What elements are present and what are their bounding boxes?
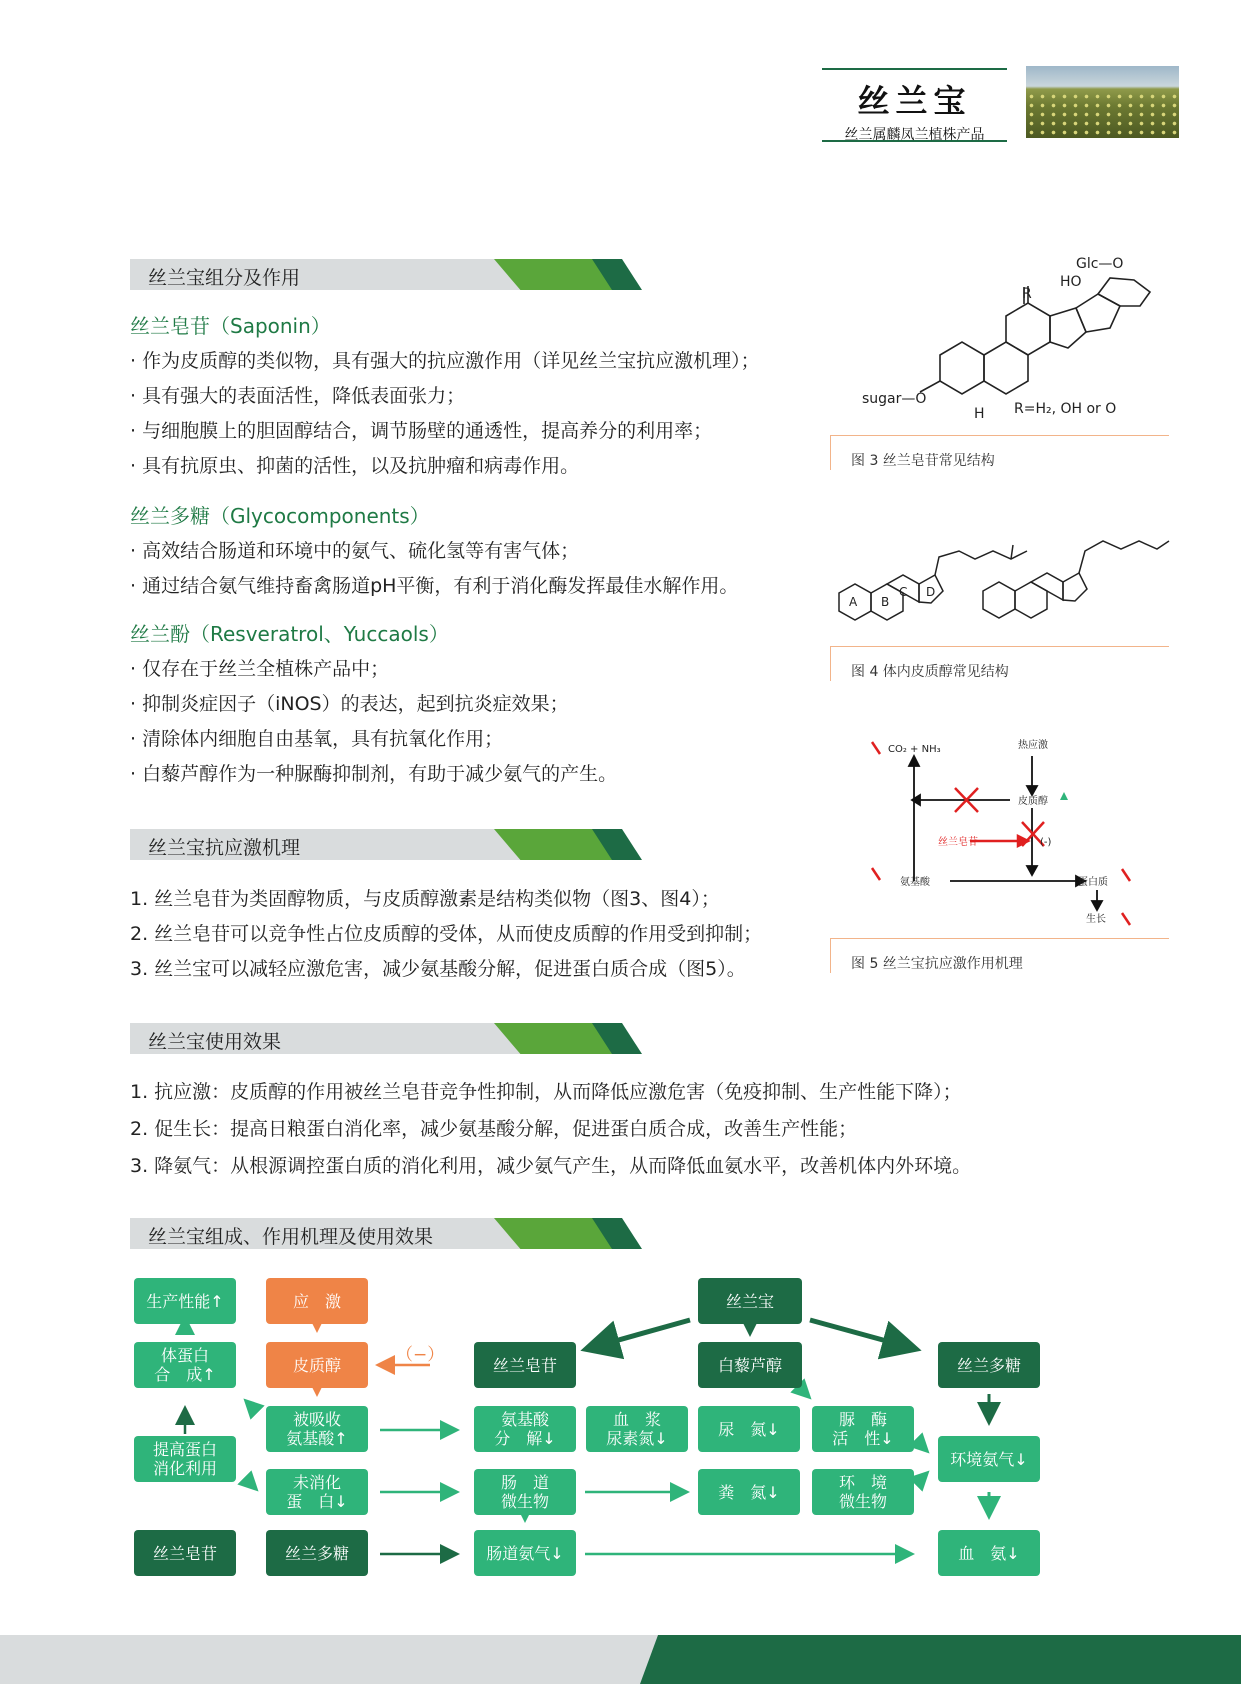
flow-saponin-source: 丝兰皂苷 <box>134 1530 236 1576</box>
glyco-item: · 高效结合肠道和环境中的氨气、硫化氢等有害气体； <box>130 540 580 562</box>
fig4-caption: 图 4 体内皮质醇常见结构 <box>851 664 1009 680</box>
fig5-caption: 图 5 丝兰宝抗应激作用机理 <box>851 956 1023 972</box>
saponin-item: · 作为皮质醇的类似物，具有强大的抗应激作用（详见丝兰宝抗应激机理）； <box>130 350 760 372</box>
r-definition: R=H₂, OH or O <box>1014 401 1117 417</box>
flow-cortisol: 皮质醇 <box>266 1342 368 1388</box>
flow-stress: 应 激 <box>266 1278 368 1324</box>
flow-protein-synthesis: 体蛋白 合 成↑ <box>134 1342 236 1388</box>
fig3-caption: 图 3 丝兰皂苷常见结构 <box>851 453 995 469</box>
ring-a: A <box>849 595 858 609</box>
effect-item: 2. 促生长：提高日粮蛋白消化率，减少氨基酸分解，促进蛋白质合成，改善生产性能； <box>130 1118 858 1140</box>
antistress-mechanism-diagram <box>860 728 1160 928</box>
flow-urine-n: 尿 氮↓ <box>698 1406 800 1452</box>
flow-undigested-protein: 未消化 蛋 白↓ <box>266 1469 368 1515</box>
co2-label: CO₂ + NH₃ <box>888 744 941 755</box>
h-label: H <box>974 406 985 422</box>
flow-production: 生产性能↑ <box>134 1278 236 1324</box>
saponin-item: · 具有抗原虫、抑菌的活性，以及抗肿瘤和病毒作用。 <box>130 455 580 477</box>
flow-urease-activity: 脲 酶 活 性↓ <box>812 1406 914 1452</box>
stress-label: 热应激 <box>1018 740 1048 751</box>
flow-env-microbes: 环 境 微生物 <box>812 1469 914 1515</box>
inhibition-label: （−） <box>396 1345 445 1365</box>
mechanism-item: 2. 丝兰皂苷可以竞争性占位皮质醇的受体，从而使皮质醇的作用受到抑制； <box>130 923 763 945</box>
fig4-caption-frame <box>830 646 1169 681</box>
flow-gut-ammonia: 肠道氨气↓ <box>474 1530 576 1576</box>
saponin-label: 丝兰皂苷 <box>938 837 978 848</box>
section-title: 丝兰宝使用效果 <box>148 1031 282 1053</box>
saponin-item: · 与细胞膜上的胆固醇结合，调节肠壁的通透性，提高养分的利用率； <box>130 420 713 442</box>
section-bar-effects <box>130 1023 642 1054</box>
flow-env-ammonia: 环境氨气↓ <box>938 1436 1040 1482</box>
glyco-item: · 通过结合氨气维持畜禽肠道pH平衡，有利于消化酶发挥最佳水解作用。 <box>130 575 739 597</box>
flow-feces-n: 粪 氮↓ <box>698 1469 800 1515</box>
phenol-item: · 清除体内细胞自由基氧，具有抗氧化作用； <box>130 728 504 750</box>
ring-b: B <box>881 595 890 609</box>
flow-plasma-urea: 血 浆 尿素氮↓ <box>586 1406 688 1452</box>
section-title: 丝兰宝组成、作用机理及使用效果 <box>148 1226 434 1248</box>
cortisol-label: 皮质醇 <box>1018 796 1048 807</box>
mechanism-item: 3. 丝兰宝可以减轻应激危害，减少氨基酸分解，促进蛋白质合成（图5）。 <box>130 958 746 980</box>
footer-accent <box>640 1635 1241 1684</box>
ho-label: HO <box>1060 274 1082 290</box>
flow-gut-microbes: 肠 道 微生物 <box>474 1469 576 1515</box>
effect-item: 3. 降氨气：从根源调控蛋白质的消化利用，减少氨气产生，从而降低血氨水平，改善机体内外环境。 <box>130 1155 972 1177</box>
sugar-label: sugar—O <box>862 391 927 407</box>
glyco-heading: 丝兰多糖（Glycocomponents） <box>130 504 430 528</box>
flow-resveratrol: 白藜芦醇 <box>698 1342 802 1388</box>
phenol-heading: 丝兰酚（Resveratrol、Yuccaols） <box>130 622 449 646</box>
growth-label: 生长 <box>1086 914 1106 925</box>
amino-label: 氨基酸 <box>900 877 930 888</box>
inhibit-label: (-) <box>1040 837 1052 848</box>
cortisol-structure <box>835 505 1180 630</box>
r-label: R <box>1022 286 1032 302</box>
fig5-caption-frame <box>830 938 1169 973</box>
flow-absorbed-aa: 被吸收 氨基酸↑ <box>266 1406 368 1452</box>
flow-yuccabao: 丝兰宝 <box>698 1278 802 1324</box>
brand-title: 丝兰宝 <box>857 82 972 120</box>
phenol-item: · 白藜芦醇作为一种脲酶抑制剂，有助于减少氨气的产生。 <box>130 763 618 785</box>
saponin-item: · 具有强大的表面活性，降低表面张力； <box>130 385 466 407</box>
fig3-caption-frame <box>830 435 1169 470</box>
yucca-field-photo <box>1026 66 1179 138</box>
section-title: 丝兰宝组分及作用 <box>148 267 301 289</box>
brand-block <box>822 68 1007 142</box>
flow-aa-decomposition: 氨基酸 分 解↓ <box>474 1406 576 1452</box>
saponin-heading: 丝兰皂苷（Saponin） <box>130 314 331 338</box>
saponin-structure <box>840 250 1180 425</box>
brand-tagline: 丝兰属麟凤兰植株产品 <box>844 127 985 143</box>
phenol-item: · 抑制炎症因子（iNOS）的表达，起到抗炎症效果； <box>130 693 569 715</box>
mechanism-item: 1. 丝兰皂苷为类固醇物质，与皮质醇激素是结构类似物（图3、图4）； <box>130 888 720 910</box>
section-bar-mechanism <box>130 829 642 860</box>
ring-c: C <box>899 585 908 599</box>
effect-item: 1. 抗应激：皮质醇的作用被丝兰皂苷竞争性抑制，从而降低应激危害（免疫抑制、生产性能下降）； <box>130 1081 962 1103</box>
flow-glyco-source: 丝兰多糖 <box>266 1530 368 1576</box>
flow-glyco: 丝兰多糖 <box>938 1342 1040 1388</box>
flow-utilization: 提高蛋白 消化利用 <box>134 1436 236 1482</box>
section-bar-composition <box>130 259 642 290</box>
phenol-item: · 仅存在于丝兰全植株产品中； <box>130 658 390 680</box>
flow-blood-ammonia: 血 氨↓ <box>938 1530 1040 1576</box>
ring-d: D <box>926 585 936 599</box>
glc-label: Glc—O <box>1076 256 1124 272</box>
flow-saponin: 丝兰皂苷 <box>474 1342 576 1388</box>
section-title: 丝兰宝抗应激机理 <box>148 837 301 859</box>
protein-label: 蛋白质 <box>1078 877 1108 888</box>
section-bar-flow <box>130 1218 642 1249</box>
